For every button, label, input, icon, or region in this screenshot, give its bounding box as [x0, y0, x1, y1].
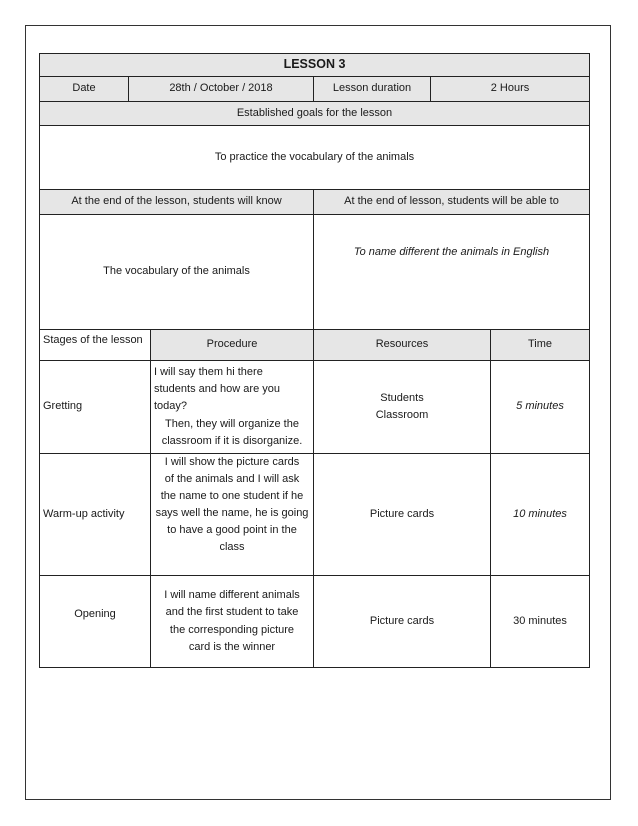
resource-line: Students	[380, 391, 424, 404]
goals-value: To practice the vocabulary of the animals	[39, 125, 590, 190]
time-warm-up: 10 minutes	[490, 453, 590, 576]
procedure-line: says well the name, he is going	[155, 507, 309, 520]
header-stage: Stages of the lesson	[39, 329, 151, 361]
procedure-line: I will show the picture cards	[164, 456, 300, 468]
procedure-line: card is the winner	[188, 640, 276, 653]
procedure-line: to have a good point in the	[167, 524, 297, 537]
header-procedure: Procedure	[150, 329, 314, 361]
stage-opening	[39, 575, 151, 668]
resources-opening: Picture cards	[313, 575, 491, 668]
stage-warm-up: Warm-up activity	[39, 453, 151, 576]
stage-opening-text: Opening	[74, 608, 116, 620]
header-resources: Resources	[313, 329, 491, 361]
header-time: Time	[490, 329, 590, 361]
procedure-opening	[150, 575, 314, 668]
procedure-line: class	[219, 541, 245, 554]
able-value	[313, 214, 590, 330]
procedure-warm-up	[150, 453, 314, 576]
procedure-gretting	[150, 360, 314, 454]
duration-label: Lesson duration	[313, 76, 431, 102]
duration-value: 2 Hours	[430, 76, 590, 102]
procedure-line: students and how are you	[154, 383, 280, 396]
procedure-line: classroom if it is disorganize.	[161, 434, 303, 447]
resources-gretting	[313, 360, 491, 454]
procedure-line: of the animals and I will ask	[164, 473, 300, 486]
stage-gretting: Gretting	[39, 360, 151, 454]
date-value: 28th / October / 2018	[128, 76, 314, 102]
time-opening: 30 minutes	[490, 575, 590, 668]
know-value: The vocabulary of the animals	[39, 214, 314, 330]
lesson-title: LESSON 3	[39, 53, 590, 77]
time-gretting: 5 minutes	[490, 360, 590, 454]
goals-label: Established goals for the lesson	[39, 101, 590, 126]
know-label: At the end of the lesson, students will know	[39, 189, 314, 215]
procedure-line: the corresponding picture	[169, 623, 295, 636]
procedure-line: I will say them hi there	[154, 366, 263, 379]
procedure-line: the name to one student if he	[160, 490, 304, 503]
procedure-line: Then, they will organize the	[165, 417, 299, 430]
resource-line: Classroom	[375, 409, 429, 421]
procedure-line: and the first student to take	[165, 606, 299, 619]
resources-warm-up: Picture cards	[313, 453, 491, 576]
date-label: Date	[39, 76, 129, 102]
able-value-text: To name different the animals in English	[353, 246, 550, 258]
procedure-line: today?	[154, 400, 188, 413]
procedure-line: I will name different animals	[164, 589, 300, 602]
able-label: At the end of lesson, students will be able to	[313, 189, 590, 215]
